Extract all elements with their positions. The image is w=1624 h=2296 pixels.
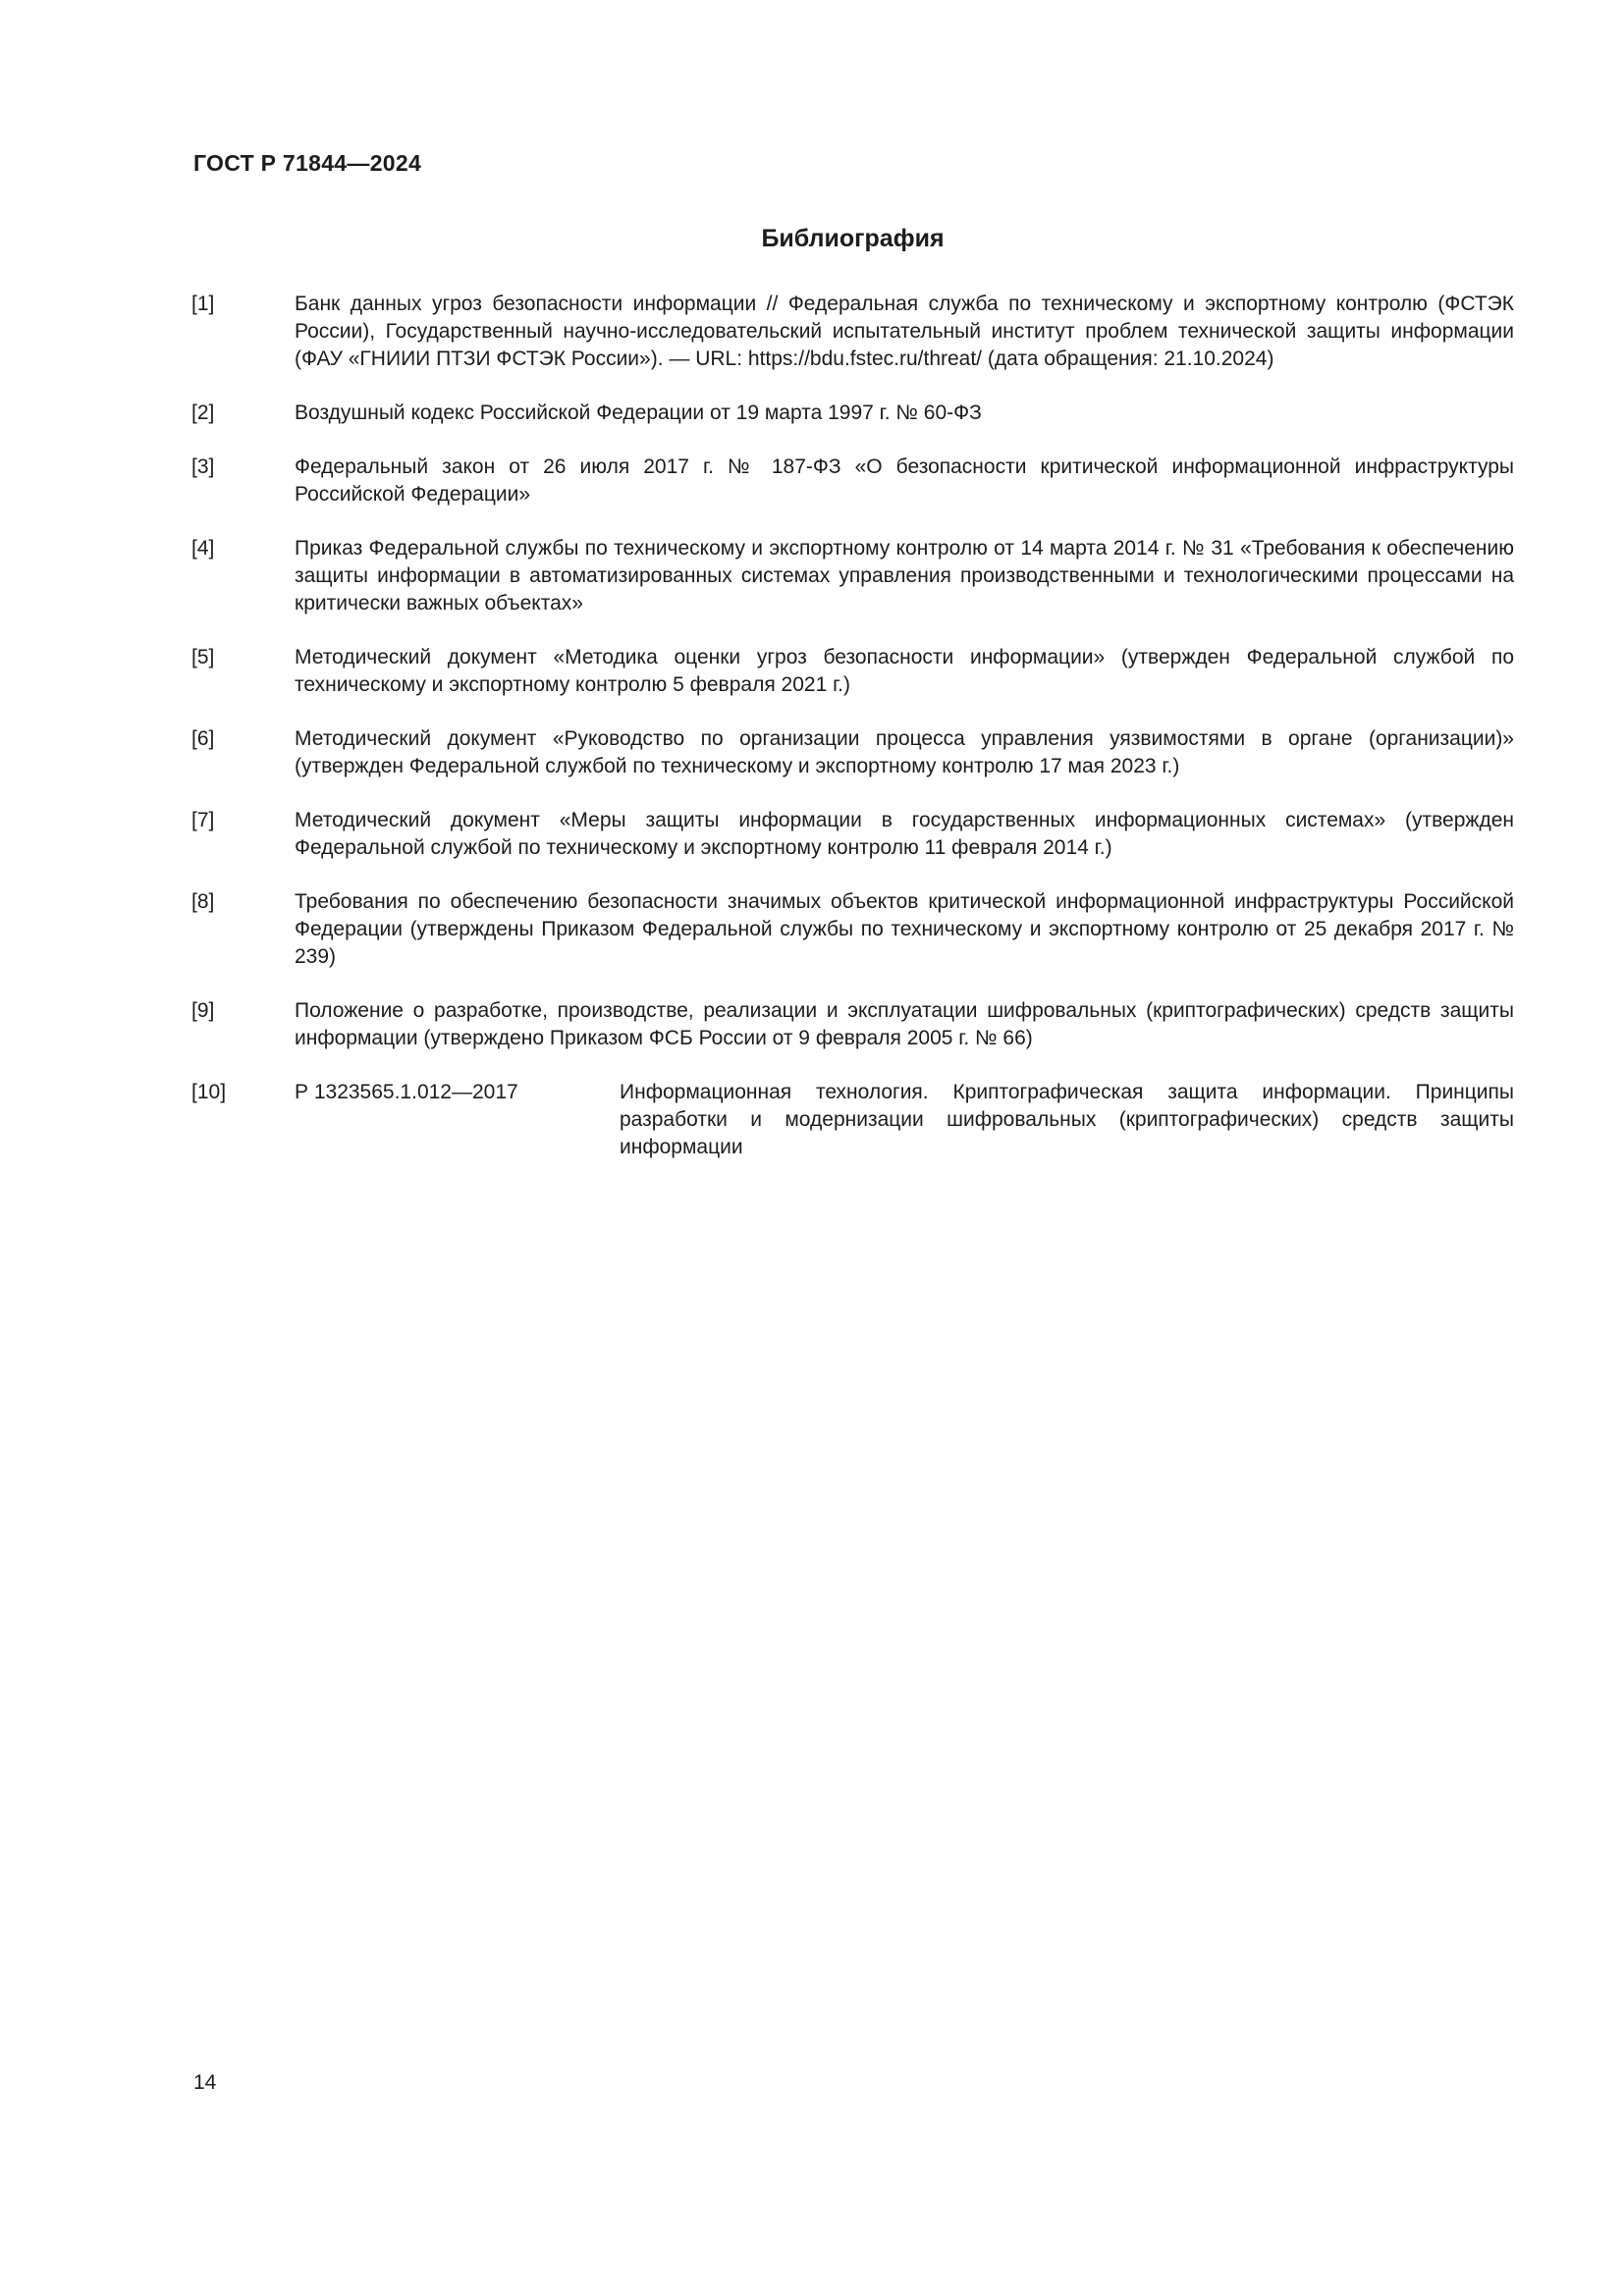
reference-text: Требования по обеспечению безопасности значимых объектов критической информационной инфраструктуры Российской Федерации (утверждены Приказом Федеральной службы по техническому и экспортному контролю от 25 декабря 2017 г. № 239) <box>295 890 1514 968</box>
reference-item <box>191 888 1514 971</box>
reference-text: Методический документ «Руководство по организации процесса управления уязвимостями в органе (организации)» (утвержден Федеральной службой по техническому и экспортному контролю 17 мая 2023 г.) <box>295 727 1514 777</box>
page-number: 14 <box>193 2071 217 2094</box>
reference-text: Банк данных угроз безопасности информации // Федеральная служба по техническому и экспортному контролю (ФСТЭК России), Государственный научно-исследовательский испытательный институт проблем технической защиты информации (ФАУ «ГНИИИ ПТЗИ ФСТЭК России»). — URL: https://bdu.fstec.ru/threat/ (дата обращения: 21.10.2024) <box>295 293 1514 370</box>
reference-item <box>191 997 1514 1052</box>
document-code: ГОСТ Р 71844—2024 <box>193 150 422 176</box>
bibliography-title: Библиография <box>761 225 945 252</box>
reference-number: [7] <box>191 809 215 831</box>
reference-number: [2] <box>191 401 215 424</box>
reference-item <box>191 454 1514 508</box>
reference-number: [5] <box>191 646 215 668</box>
reference-number: [6] <box>191 727 215 750</box>
reference-item <box>191 725 1514 780</box>
reference-text: Методический документ «Меры защиты информации в государственных информационных системах» (утвержден Федеральной службой по техническому и экспортному контролю 11 февраля 2014 г.) <box>295 809 1514 859</box>
bibliography-list <box>191 291 1514 1188</box>
reference-item <box>191 291 1514 373</box>
reference-text: Воздушный кодекс Российской Федерации от 19 марта 1997 г. № 60-ФЗ <box>295 401 982 424</box>
reference-text: Приказ Федеральной службы по техническому и экспортному контролю от 14 марта 2014 г. № 31 «Требования к обеспечению защиты информации в автоматизированных системах управления производственными и технологическими процессами на критически важных объектах» <box>295 537 1514 614</box>
reference-number: [3] <box>191 455 215 478</box>
reference-item <box>191 644 1514 699</box>
reference-columns <box>295 1079 1514 1161</box>
reference-text: Положение о разработке, производстве, реализации и эксплуатации шифровальных (криптографических) средств защиты информации (утверждено Приказом ФСБ России от 9 февраля 2005 г. № 66) <box>295 999 1514 1049</box>
reference-number: [8] <box>191 890 215 913</box>
reference-text: Методический документ «Методика оценки угроз безопасности информации» (утвержден Федеральной службой по техническому и экспортному контролю 5 февраля 2021 г.) <box>295 646 1514 696</box>
reference-item <box>191 535 1514 617</box>
standard-designation: Р 1323565.1.012—2017 <box>295 1081 518 1103</box>
reference-number: [9] <box>191 999 215 1022</box>
reference-text: Информационная технология. Криптографическая защита информации. Принципы разработки и модернизации шифровальных (криптографических) средств защиты информации <box>620 1081 1514 1158</box>
reference-number: [10] <box>191 1081 227 1103</box>
reference-text: Федеральный закон от 26 июля 2017 г. № 187-ФЗ «О безопасности критической информационной инфраструктуры Российской Федерации» <box>295 455 1514 506</box>
reference-item <box>191 400 1514 427</box>
reference-number: [4] <box>191 537 215 560</box>
reference-item <box>191 807 1514 862</box>
reference-item <box>191 1079 1514 1161</box>
reference-number: [1] <box>191 293 215 315</box>
